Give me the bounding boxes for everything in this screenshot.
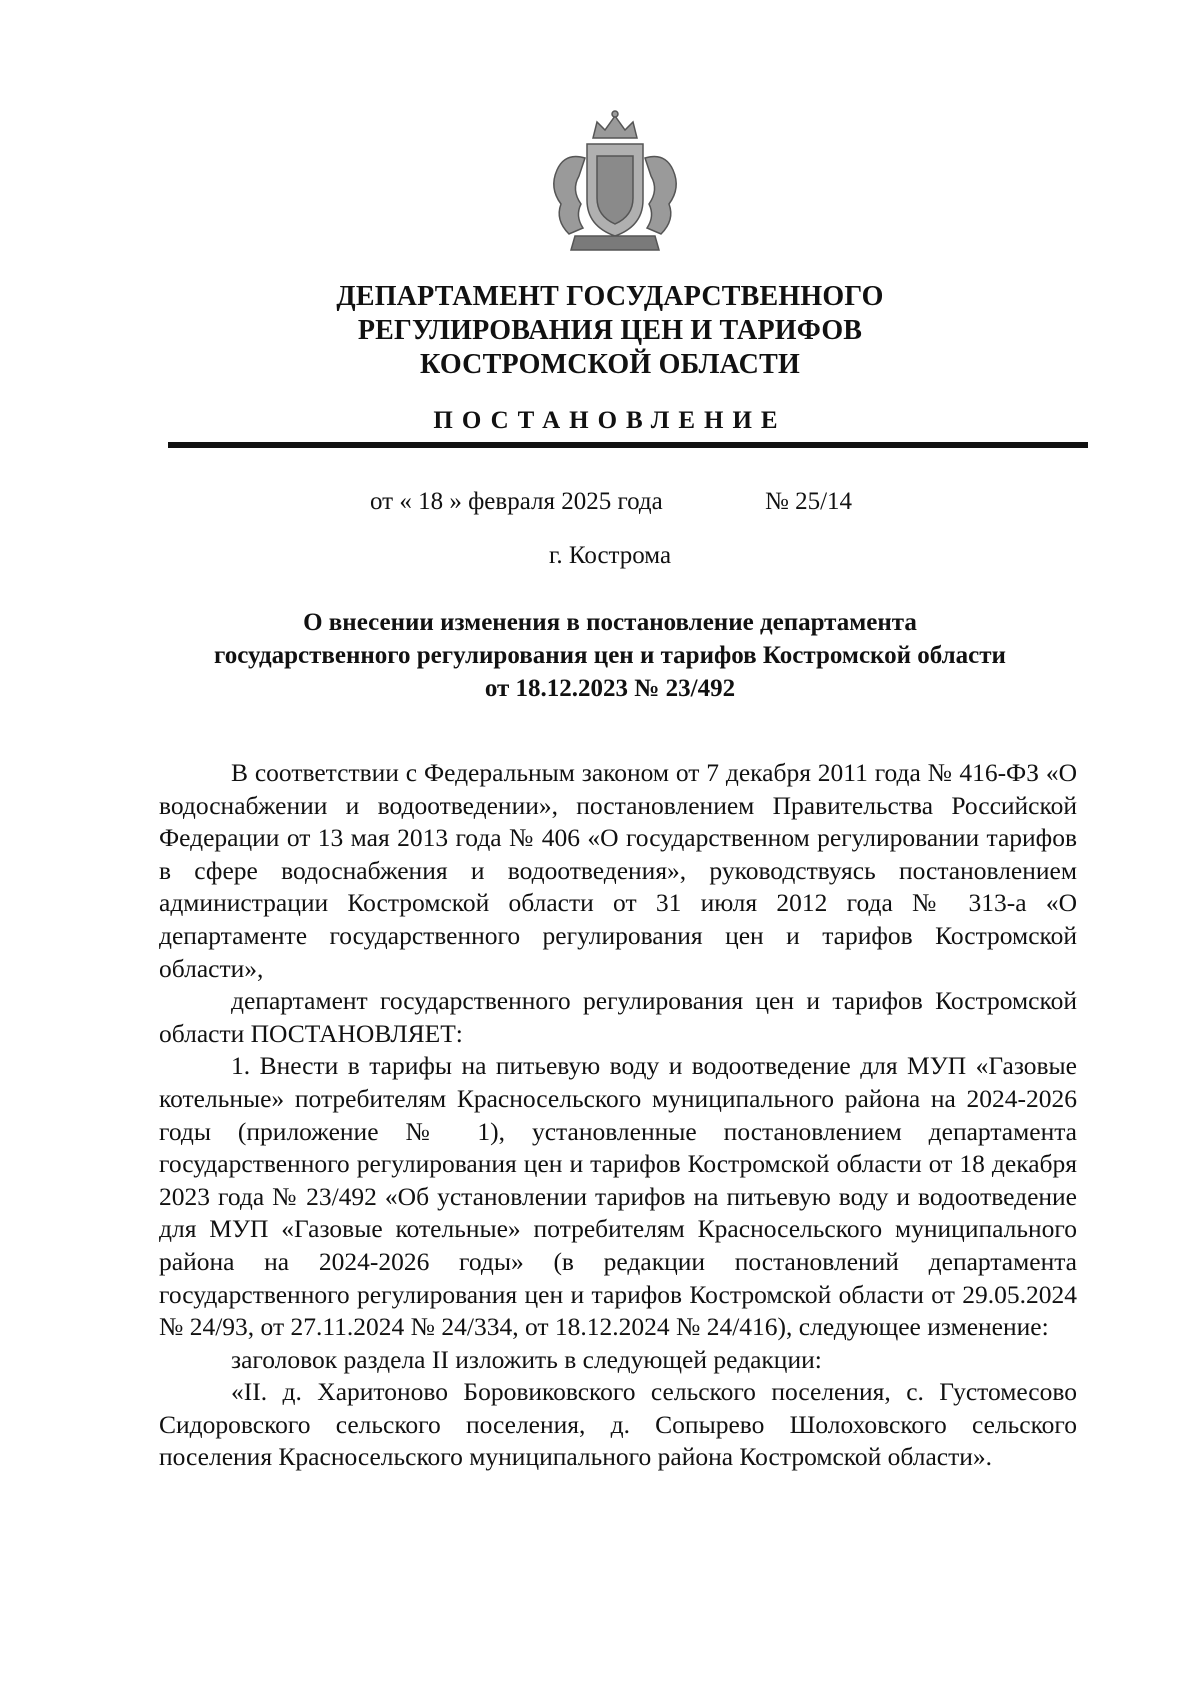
subject-line-2: государственного регулирования цен и тарифов Костромской области <box>214 642 1006 669</box>
body-paragraph-heading-instruction: заголовок раздела II изложить в следующей редакции: <box>231 1344 822 1374</box>
subject-line-1: О внесении изменения в постановление департамента <box>303 609 917 636</box>
header-divider <box>168 442 1088 448</box>
body-paragraph-legal-basis: В соответствии с Федеральным законом от 7 декабря 2011 года № 416-ФЗ «О водоснабжении и водоотведении», постановлением Правительства Российской Федерации от 13 мая 2013 года № 406 «О государственном регулировании тарифов в сфере водоснабжения и водоотведения», руководствуясь постановлением администрации Костромской области от 31 июля 2012 года № 313-а «О департаменте государственного регулирования цен и тарифов Костромской области», <box>159 758 1077 983</box>
coat-of-arms-emblem <box>535 108 695 258</box>
document-body <box>159 757 1077 1474</box>
body-paragraph-item-1: 1. Внести в тарифы на питьевую воду и водоотведение для МУП «Газовые котельные» потребителям Красносельского муниципального района на 2024-2026 годы (приложение № 1), установленные постановлением департамента государственного регулирования цен и тарифов Костромской области от 18 декабря 2023 года № 23/492 «Об установлении тарифов на питьевую воду и водоотведение для МУП «Газовые котельные» потребителям Красносельского муниципального района на 2024-2026 годы» (в редакции постановлений департамента государственного регулирования цен и тарифов Костромской области от 29.05.2024 № 24/93, от 27.11.2024 № 24/334, от 18.12.2024 № 24/416), следующее изменение: <box>159 1051 1077 1342</box>
subject-line-3: от 18.12.2023 № 23/492 <box>484 675 736 702</box>
department-line-2: РЕГУЛИРОВАНИЯ ЦЕН И ТАРИФОВ <box>357 315 863 346</box>
department-line-1: ДЕПАРТАМЕНТ ГОСУДАРСТВЕННОГО <box>336 281 884 312</box>
document-city: г. Кострома <box>548 542 672 569</box>
document-number: № 25/14 <box>765 488 853 515</box>
document-subject <box>140 606 1080 705</box>
body-paragraph-resolves: департамент государственного регулирования цен и тарифов Костромской области ПОСТАНОВЛЯЕТ: <box>159 986 1077 1048</box>
body-paragraph-new-heading: «II. д. Харитоново Боровиковского сельского поселения, с. Густомесово Сидоровского сельского поселения, д. Сопырево Шолоховского сельского поселения Красносельского муниципального района Костромской области». <box>159 1377 1077 1472</box>
document-date: от « 18 » февраля 2025 года <box>370 488 663 515</box>
department-title <box>200 280 1020 382</box>
department-line-3: КОСТРОМСКОЙ ОБЛАСТИ <box>420 349 800 380</box>
document-type-heading: ПОСТАНОВЛЕНИЕ <box>433 407 787 434</box>
